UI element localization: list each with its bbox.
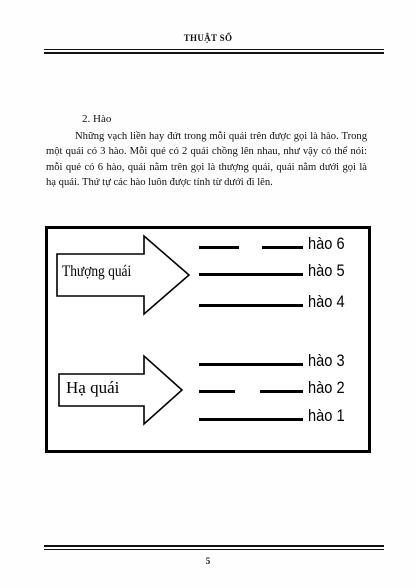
hao-6-label: hào 6 <box>308 234 345 253</box>
hao-2-line-right <box>260 390 303 393</box>
footer-rule-thick <box>44 545 384 547</box>
hao-6-line-right <box>262 246 303 249</box>
body-paragraph: Những vạch liền hay đứt trong mỗi quái trên được gọi là hào. Trong một quái có 3 hào. Mỗi quẻ có 2 quái chồng lên nhau, như vậy có thể nói: mỗi quẻ có 6 hào, quái nằm trên gọi là thượng quái, quái nằm dưới gọi là hạ quái. Thứ tự các hào luôn được tính từ dưới đi lên. <box>46 131 367 188</box>
page-number: 5 <box>205 556 211 566</box>
hao-5-label: hào 5 <box>308 261 345 280</box>
hao-1-line <box>199 418 303 421</box>
hao-3-line <box>199 363 303 366</box>
hao-4-line <box>199 304 303 307</box>
hao-2-label: hào 2 <box>308 378 345 397</box>
hao-2-line-left <box>199 390 235 393</box>
hao-6-line-left <box>199 246 239 249</box>
footer-rule-thin <box>44 549 384 550</box>
header-rule-thin <box>44 49 384 50</box>
hao-diagram <box>45 226 371 453</box>
section-heading: 2. Hào <box>82 113 112 125</box>
hao-3-label: hào 3 <box>308 351 345 370</box>
hao-4-label: hào 4 <box>308 292 345 311</box>
header-rule-thick <box>44 52 384 54</box>
running-header: THUẬT SỐ <box>183 33 233 43</box>
hao-1-label: hào 1 <box>308 406 345 425</box>
upper-trigram-label: Thượng quái <box>62 263 132 280</box>
lower-trigram-label: Hạ quái <box>66 378 120 397</box>
hao-5-line <box>199 273 303 276</box>
